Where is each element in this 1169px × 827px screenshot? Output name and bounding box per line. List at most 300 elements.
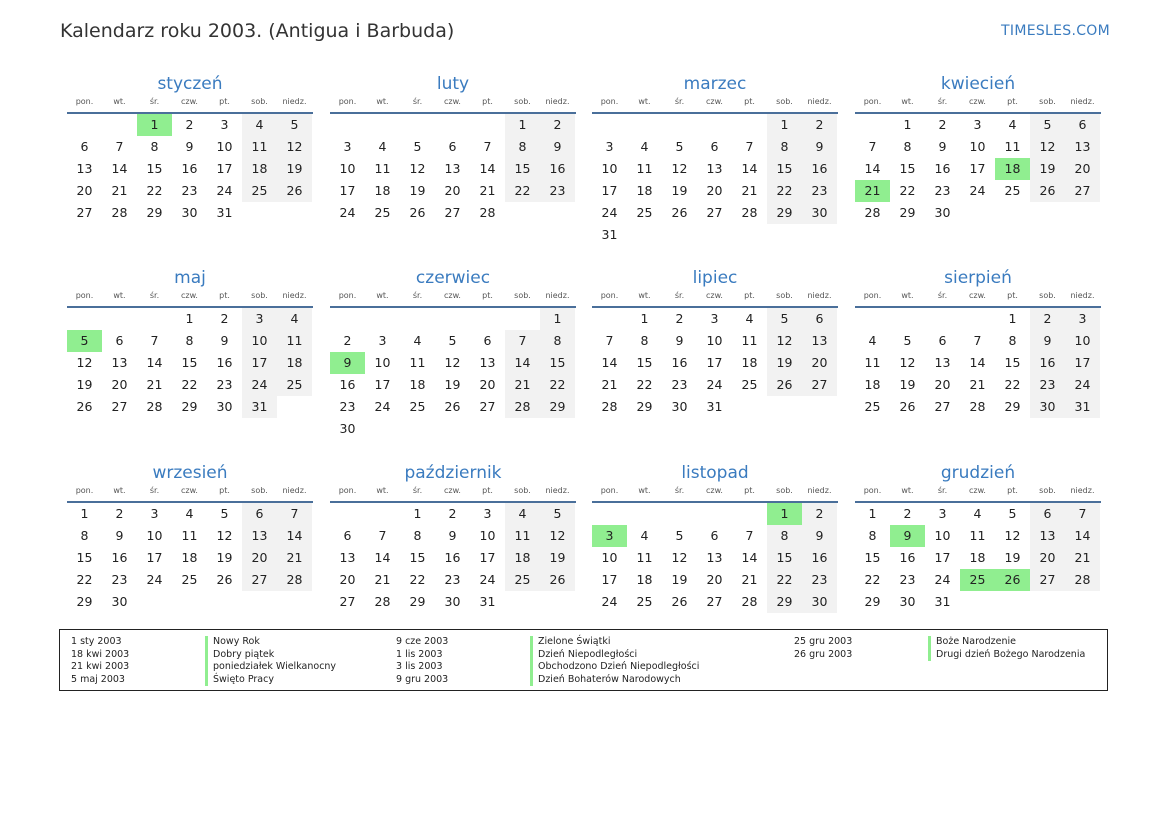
day-cell: 11 — [969, 528, 986, 543]
week-row — [855, 374, 1101, 396]
weekday-label: czw. — [969, 97, 986, 106]
weekday-label: pt. — [482, 486, 493, 495]
day-empty — [330, 114, 365, 136]
day-empty — [855, 114, 890, 136]
day-cell: 8 — [413, 528, 422, 543]
day-cell-weekend: 5 — [277, 114, 312, 136]
day-cell-weekend: 18 — [242, 158, 277, 180]
weekday-label: pon. — [75, 486, 94, 495]
day-cell: 11 — [864, 355, 881, 370]
month-5 — [67, 266, 313, 418]
day-empty — [400, 308, 435, 330]
week-row — [67, 158, 313, 180]
day-cell: 6 — [448, 139, 457, 154]
day-cell-weekend: 21 — [277, 547, 312, 569]
day-empty — [662, 503, 697, 525]
day-cell: 4 — [973, 506, 982, 521]
day-cell-weekend: 8 — [505, 136, 540, 158]
day-cell-weekend: 19 — [277, 158, 312, 180]
day-cell-weekend: 15 — [767, 547, 802, 569]
day-cell: 15 — [636, 355, 653, 370]
day-cell-weekend: 29 — [540, 396, 575, 418]
day-cell: 20 — [934, 377, 951, 392]
weekday-label: wt. — [376, 97, 389, 106]
legend-item — [794, 649, 1085, 662]
day-empty — [995, 202, 1030, 224]
day-cell-weekend: 15 — [540, 352, 575, 374]
day-cell: 10 — [146, 528, 163, 543]
weekday-header — [855, 485, 1101, 503]
day-cell: 12 — [216, 528, 233, 543]
day-cell: 20 — [706, 572, 723, 587]
day-cell: 6 — [343, 528, 352, 543]
day-cell-weekend: 16 — [802, 158, 837, 180]
day-cell: 30 — [111, 594, 128, 609]
weekday-label: śr. — [149, 291, 160, 300]
day-cell: 20 — [76, 183, 93, 198]
day-cell-weekend: 6 — [802, 308, 837, 330]
holiday-name: Dzień Bohaterów Narodowych — [530, 674, 681, 687]
month-name: marzec — [683, 74, 747, 94]
day-cell-weekend: 25 — [277, 374, 312, 396]
week-row — [855, 202, 1101, 224]
week-row — [592, 158, 838, 180]
legend-item — [71, 636, 336, 649]
day-cell: 28 — [864, 205, 881, 220]
weekday-label: wt. — [638, 291, 651, 300]
weekday-label: śr. — [674, 486, 685, 495]
day-empty — [855, 308, 890, 330]
weekday-label: wt. — [638, 97, 651, 106]
weekday-label: sob. — [251, 291, 268, 300]
day-empty — [207, 591, 242, 613]
weekday-label: pt. — [219, 97, 230, 106]
day-cell: 9 — [185, 139, 194, 154]
weekday-label: pt. — [482, 97, 493, 106]
holiday-date: 5 maj 2003 — [71, 673, 125, 685]
day-cell-weekend: 26 — [277, 180, 312, 202]
weekday-label: pt. — [219, 291, 230, 300]
day-cell-weekend: 27 — [242, 569, 277, 591]
week-row — [592, 374, 838, 396]
day-cell: 23 — [899, 572, 916, 587]
day-cell: 3 — [938, 506, 947, 521]
day-cell: 19 — [1004, 550, 1021, 565]
weekday-label: pt. — [744, 486, 755, 495]
month-name: październik — [404, 463, 502, 483]
day-cell: 31 — [479, 594, 496, 609]
day-cell: 14 — [479, 161, 496, 176]
week-row — [855, 547, 1101, 569]
day-cell: 24 — [339, 205, 356, 220]
week-row — [855, 525, 1101, 547]
month-name: luty — [436, 74, 470, 94]
day-cell-holiday: 21 — [855, 180, 890, 202]
day-cell-weekend: 10 — [1065, 330, 1100, 352]
day-cell-weekend: 8 — [540, 330, 575, 352]
day-cell: 24 — [934, 572, 951, 587]
day-cell: 13 — [934, 355, 951, 370]
day-empty — [960, 308, 995, 330]
week-row — [67, 114, 313, 136]
day-cell: 8 — [868, 528, 877, 543]
day-cell: 3 — [973, 117, 982, 132]
week-row — [330, 547, 576, 569]
weekday-header — [855, 96, 1101, 114]
day-cell: 16 — [216, 355, 233, 370]
month-name: styczeń — [157, 74, 223, 94]
day-empty — [802, 224, 837, 246]
day-cell-holiday: 5 — [67, 330, 102, 352]
weekday-label: sob. — [251, 486, 268, 495]
day-cell: 30 — [181, 205, 198, 220]
day-cell: 15 — [899, 161, 916, 176]
legend-item — [396, 649, 699, 662]
day-empty — [697, 224, 732, 246]
day-cell-weekend: 12 — [1030, 136, 1065, 158]
weekday-header — [330, 485, 576, 503]
day-cell: 23 — [934, 183, 951, 198]
day-cell: 5 — [675, 139, 684, 154]
day-cell: 23 — [671, 377, 688, 392]
legend-item — [396, 674, 699, 687]
day-cell-holiday: 1 — [767, 503, 802, 525]
day-cell-holiday: 26 — [995, 569, 1030, 591]
weekday-header — [67, 485, 313, 503]
month-12 — [855, 461, 1101, 613]
day-cell: 14 — [601, 355, 618, 370]
day-empty — [400, 114, 435, 136]
day-empty — [1030, 202, 1065, 224]
day-empty — [242, 591, 277, 613]
week-row — [67, 396, 313, 418]
month-name: sierpień — [944, 268, 1012, 288]
weekday-label: pon. — [338, 291, 357, 300]
day-cell: 10 — [374, 355, 391, 370]
day-cell: 8 — [185, 333, 194, 348]
day-cell: 12 — [76, 355, 93, 370]
day-cell: 13 — [76, 161, 93, 176]
day-cell-weekend: 28 — [505, 396, 540, 418]
day-empty — [767, 396, 802, 418]
weekday-label: wt. — [113, 486, 126, 495]
day-cell: 4 — [868, 333, 877, 348]
day-cell-weekend: 8 — [767, 136, 802, 158]
day-cell: 24 — [706, 377, 723, 392]
day-cell: 2 — [448, 506, 457, 521]
weekday-label: niedz. — [807, 486, 832, 495]
day-empty — [1065, 202, 1100, 224]
day-cell-weekend: 7 — [1065, 503, 1100, 525]
weekday-label: śr. — [937, 291, 948, 300]
day-cell: 22 — [76, 572, 93, 587]
day-cell: 18 — [969, 550, 986, 565]
day-cell-weekend: 2 — [802, 114, 837, 136]
day-cell: 27 — [76, 205, 93, 220]
holiday-name: Boże Narodzenie — [928, 636, 1016, 649]
week-row — [330, 525, 576, 547]
day-cell: 12 — [899, 355, 916, 370]
day-cell: 21 — [601, 377, 618, 392]
weekday-label: czw. — [706, 486, 723, 495]
weekday-label: wt. — [901, 97, 914, 106]
day-empty — [505, 418, 540, 440]
day-cell: 6 — [710, 528, 719, 543]
legend-column — [396, 636, 699, 686]
day-cell: 29 — [409, 594, 426, 609]
day-cell: 26 — [444, 399, 461, 414]
day-cell: 18 — [864, 377, 881, 392]
weekday-header — [330, 290, 576, 308]
weekday-label: pon. — [863, 97, 882, 106]
day-cell: 17 — [479, 550, 496, 565]
day-cell-weekend: 31 — [1065, 396, 1100, 418]
day-cell: 3 — [710, 311, 719, 326]
page-title: Kalendarz roku 2003. (Antigua i Barbuda) — [60, 20, 455, 42]
day-cell: 2 — [938, 117, 947, 132]
weekday-label: śr. — [412, 97, 423, 106]
day-cell: 10 — [969, 139, 986, 154]
day-empty — [102, 114, 137, 136]
day-empty — [137, 308, 172, 330]
day-cell-weekend: 11 — [505, 525, 540, 547]
day-cell: 25 — [374, 205, 391, 220]
day-cell: 4 — [640, 139, 649, 154]
day-cell: 23 — [181, 183, 198, 198]
day-cell: 20 — [444, 183, 461, 198]
weekday-label: wt. — [113, 97, 126, 106]
weekday-label: pt. — [744, 97, 755, 106]
day-cell: 22 — [899, 183, 916, 198]
day-cell: 10 — [601, 550, 618, 565]
day-cell-weekend: 26 — [1030, 180, 1065, 202]
day-cell: 17 — [601, 183, 618, 198]
day-empty — [662, 114, 697, 136]
weekday-label: pon. — [863, 486, 882, 495]
weekday-label: niedz. — [545, 291, 570, 300]
weekday-label: śr. — [412, 291, 423, 300]
day-cell: 24 — [146, 572, 163, 587]
day-empty — [767, 224, 802, 246]
weekday-label: niedz. — [1070, 291, 1095, 300]
day-cell-weekend: 5 — [767, 308, 802, 330]
day-cell-weekend: 13 — [242, 525, 277, 547]
day-cell-holiday: 25 — [960, 569, 995, 591]
day-cell: 29 — [864, 594, 881, 609]
day-cell: 11 — [181, 528, 198, 543]
day-cell-weekend: 5 — [1030, 114, 1065, 136]
week-row — [67, 569, 313, 591]
week-row — [330, 591, 576, 613]
day-empty — [470, 418, 505, 440]
day-cell: 26 — [899, 399, 916, 414]
day-cell: 28 — [146, 399, 163, 414]
day-cell: 3 — [150, 506, 159, 521]
day-cell: 27 — [111, 399, 128, 414]
day-cell: 14 — [741, 550, 758, 565]
weekday-label: pon. — [600, 97, 619, 106]
week-row — [330, 418, 576, 440]
day-cell: 19 — [671, 183, 688, 198]
holiday-date: 26 gru 2003 — [794, 648, 853, 660]
day-cell-weekend: 12 — [767, 330, 802, 352]
holiday-date: 3 lis 2003 — [396, 661, 443, 672]
day-cell: 31 — [601, 227, 618, 242]
day-cell: 3 — [483, 506, 492, 521]
month-name: kwiecień — [940, 74, 1016, 94]
site-link[interactable]: TIMESLES.COM — [1001, 23, 1110, 39]
day-cell: 22 — [146, 183, 163, 198]
week-row — [330, 180, 576, 202]
day-cell: 4 — [1008, 117, 1017, 132]
day-cell: 27 — [706, 205, 723, 220]
day-cell: 16 — [934, 161, 951, 176]
day-empty — [365, 114, 400, 136]
day-cell: 26 — [216, 572, 233, 587]
day-cell: 16 — [444, 550, 461, 565]
day-cell: 21 — [374, 572, 391, 587]
week-row — [855, 396, 1101, 418]
week-row — [855, 180, 1101, 202]
day-cell-weekend: 20 — [242, 547, 277, 569]
day-cell: 18 — [409, 377, 426, 392]
day-cell-weekend: 4 — [505, 503, 540, 525]
weekday-label: pon. — [600, 486, 619, 495]
day-cell: 21 — [479, 183, 496, 198]
day-empty — [330, 503, 365, 525]
day-cell: 26 — [671, 205, 688, 220]
day-cell: 19 — [76, 377, 93, 392]
day-empty — [540, 418, 575, 440]
day-cell-weekend: 22 — [767, 180, 802, 202]
day-cell-weekend: 26 — [767, 374, 802, 396]
month-name: czerwiec — [415, 268, 491, 288]
day-cell: 12 — [671, 161, 688, 176]
month-name: listopad — [681, 463, 749, 483]
week-row — [855, 330, 1101, 352]
day-empty — [505, 591, 540, 613]
day-cell-weekend: 8 — [767, 525, 802, 547]
day-empty — [67, 308, 102, 330]
week-row — [855, 136, 1101, 158]
day-empty — [505, 308, 540, 330]
week-row — [855, 503, 1101, 525]
weekday-label: niedz. — [282, 486, 307, 495]
day-cell-weekend: 5 — [540, 503, 575, 525]
day-cell: 12 — [671, 550, 688, 565]
day-cell: 30 — [671, 399, 688, 414]
weekday-label: sob. — [1039, 291, 1056, 300]
day-empty — [925, 308, 960, 330]
day-cell: 24 — [374, 399, 391, 414]
day-cell: 29 — [1004, 399, 1021, 414]
holiday-name: Nowy Rok — [205, 636, 260, 649]
month-name: maj — [174, 268, 206, 288]
day-cell-weekend: 13 — [1030, 525, 1065, 547]
weekday-label: pt. — [1007, 291, 1018, 300]
day-cell: 28 — [479, 205, 496, 220]
day-cell: 13 — [111, 355, 128, 370]
week-row — [855, 114, 1101, 136]
weekday-header — [330, 96, 576, 114]
weekday-label: niedz. — [807, 291, 832, 300]
day-cell: 28 — [111, 205, 128, 220]
day-cell: 8 — [903, 139, 912, 154]
day-cell: 8 — [80, 528, 89, 543]
weekday-label: sob. — [514, 291, 531, 300]
day-cell: 13 — [479, 355, 496, 370]
day-cell: 11 — [636, 161, 653, 176]
month-6 — [330, 266, 576, 440]
legend-column — [794, 636, 1085, 661]
day-cell-weekend: 17 — [242, 352, 277, 374]
weekday-header — [592, 290, 838, 308]
day-cell-weekend: 19 — [540, 547, 575, 569]
day-empty — [592, 503, 627, 525]
day-cell: 12 — [409, 161, 426, 176]
day-cell: 10 — [479, 528, 496, 543]
day-cell: 18 — [374, 183, 391, 198]
day-cell: 3 — [605, 139, 614, 154]
month-11 — [592, 461, 838, 613]
day-cell: 21 — [741, 183, 758, 198]
day-empty — [435, 418, 470, 440]
day-cell-holiday: 18 — [995, 158, 1030, 180]
weekday-label: pt. — [744, 291, 755, 300]
day-empty — [627, 224, 662, 246]
week-row — [67, 525, 313, 547]
day-cell: 18 — [741, 355, 758, 370]
day-cell: 17 — [934, 550, 951, 565]
day-cell: 16 — [181, 161, 198, 176]
day-cell-weekend: 30 — [1030, 396, 1065, 418]
week-row — [855, 569, 1101, 591]
day-cell: 27 — [339, 594, 356, 609]
holiday-legend — [59, 629, 1108, 691]
day-cell-weekend: 23 — [540, 180, 575, 202]
day-cell: 27 — [479, 399, 496, 414]
day-cell-weekend: 31 — [242, 396, 277, 418]
day-cell-weekend: 16 — [802, 547, 837, 569]
day-cell: 7 — [745, 139, 754, 154]
day-cell-weekend: 6 — [1030, 503, 1065, 525]
day-cell-weekend: 1 — [767, 114, 802, 136]
day-cell: 14 — [969, 355, 986, 370]
day-cell: 14 — [741, 161, 758, 176]
weekday-label: sob. — [776, 486, 793, 495]
day-cell: 19 — [444, 377, 461, 392]
weekday-label: wt. — [901, 486, 914, 495]
weekday-label: czw. — [706, 97, 723, 106]
day-cell-weekend: 15 — [767, 158, 802, 180]
day-cell: 20 — [706, 183, 723, 198]
day-cell: 5 — [413, 139, 422, 154]
day-cell: 18 — [636, 572, 653, 587]
holiday-date: 18 kwi 2003 — [71, 648, 130, 660]
day-cell-weekend: 21 — [505, 374, 540, 396]
day-cell: 15 — [1004, 355, 1021, 370]
day-cell: 10 — [339, 161, 356, 176]
day-cell-weekend: 3 — [1065, 308, 1100, 330]
holiday-name: Drugi dzień Bożego Narodzenia — [928, 649, 1085, 662]
day-cell-weekend: 25 — [242, 180, 277, 202]
day-empty — [732, 114, 767, 136]
day-cell: 1 — [1008, 311, 1017, 326]
legend-item — [71, 674, 336, 687]
day-cell: 21 — [969, 377, 986, 392]
weekday-label: pon. — [338, 486, 357, 495]
holiday-date: 1 sty 2003 — [71, 636, 122, 647]
